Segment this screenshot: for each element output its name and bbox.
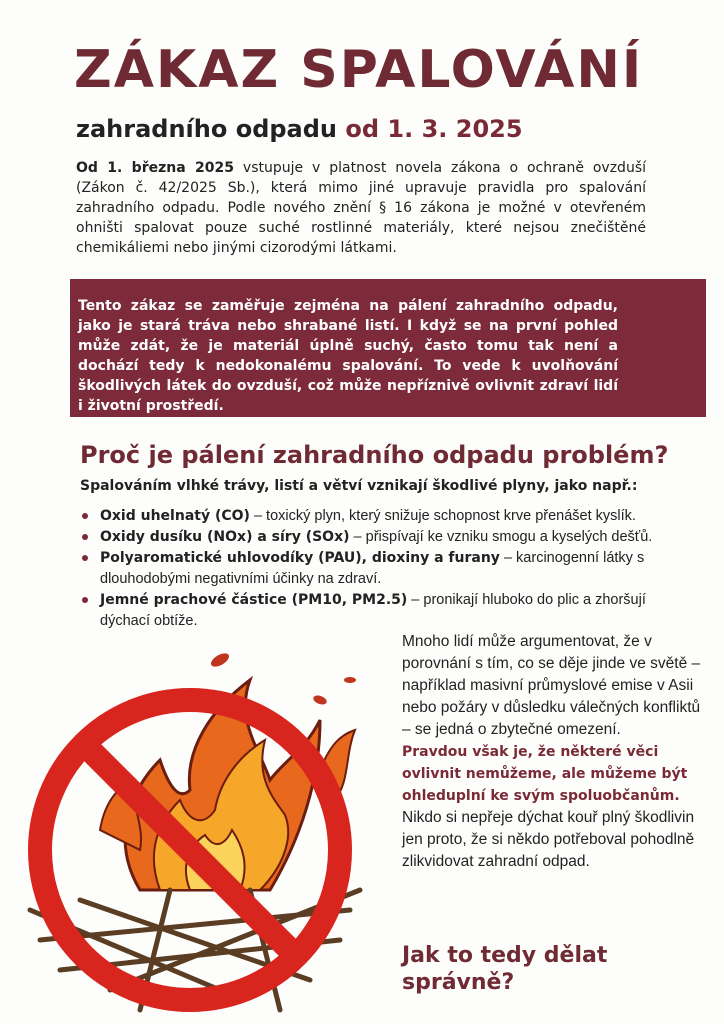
pollutant-name: Jemné prachové částice (PM10, PM2.5) [100, 592, 408, 608]
no-burning-icon [20, 640, 380, 1015]
page-title: ZÁKAZ SPALOVÁNÍ [74, 40, 644, 100]
pollutant-list [70, 506, 670, 632]
list-item [70, 590, 670, 632]
argument-part1: Mnoho lidí může argumentovat, že v porovnání s tím, co se děje jinde ve světě – například masivní průmyslové emise v Asii nebo požáry v důsledku válečných konfliktů – se jedná o zbytečné omezení. [402, 633, 701, 738]
bullet-icon [82, 555, 88, 561]
pollutant-description: – toxický plyn, který snižuje schopnost krve přenášet kyslík. [249, 508, 636, 524]
intro-paragraph [76, 158, 646, 258]
bullet-icon [82, 513, 88, 519]
page-subtitle [76, 115, 523, 143]
bullet-icon [82, 597, 88, 603]
pollutant-description: – pronikají hluboko do plic a zhoršují dýchací obtíže. [100, 592, 646, 629]
howto-heading: Jak to tedy dělat správně? [402, 943, 608, 995]
pollutant-name: Oxidy dusíku (NOx) a síry (SOx) [100, 529, 350, 545]
pollutant-name: Polyaromatické uhlovodíky (PAU), dioxiny a furany [100, 550, 500, 566]
pollutant-description: – karcinogenní látky s dlouhodobými negativními účinky na zdraví. [100, 550, 645, 587]
banner-text: Tento zákaz se zaměřuje zejména na pálení zahradního odpadu, jako je stará tráva nebo shrabané listí. I když se na první pohled může zdát, že je materiál úplně suchý, často tomu tak není a dochází tedy k nedokonalému spalování. To vede k uvolňování škodlivých látek do ovzduší, což může nepříznivě ovlivnit zdraví lidí i životní prostředí. [78, 298, 618, 414]
pollutant-description: – přispívají ke vzniku smogu a kyselých dešťů. [349, 529, 653, 545]
list-item [70, 548, 670, 590]
list-item [70, 527, 670, 548]
list-item [70, 506, 670, 527]
problem-lead: Spalováním vlhké trávy, listí a větví vznikají škodlivé plyny, jako např.: [80, 478, 638, 494]
subtitle-main: zahradního odpadu [76, 115, 338, 143]
argument-highlight: Pravdou však je, že některé věci ovlivnit nemůžeme, ale můžeme být ohleduplní ke svým spoluobčanům. [402, 744, 688, 804]
argument-text [402, 631, 712, 873]
argument-part2: Nikdo si nepřeje dýchat kouř plný škodlivin jen proto, že si někdo potřeboval pohodlně zlikvidovat zahradní odpad. [402, 809, 695, 870]
intro-text: vstupuje v platnost novela zákona o ochraně ovzduší (Zákon č. 42/2025 Sb.), která mimo jiné upravuje pravidla pro spalování zahradního odpadu. Podle nového znění § 16 zákona je možné v otevřeném ohništi spalovat pouze suché rostlinné materiály, které nejsou znečištěné chemikáliemi nebo jinými cizorodými látkami. [76, 160, 646, 256]
subtitle-date: od 1. 3. 2025 [345, 115, 523, 143]
problem-heading: Proč je pálení zahradního odpadu problém? [80, 441, 669, 469]
bullet-icon [82, 534, 88, 540]
intro-bold-lead: Od 1. března 2025 [76, 160, 234, 176]
pollutant-name: Oxid uhelnatý (CO) [100, 508, 250, 524]
